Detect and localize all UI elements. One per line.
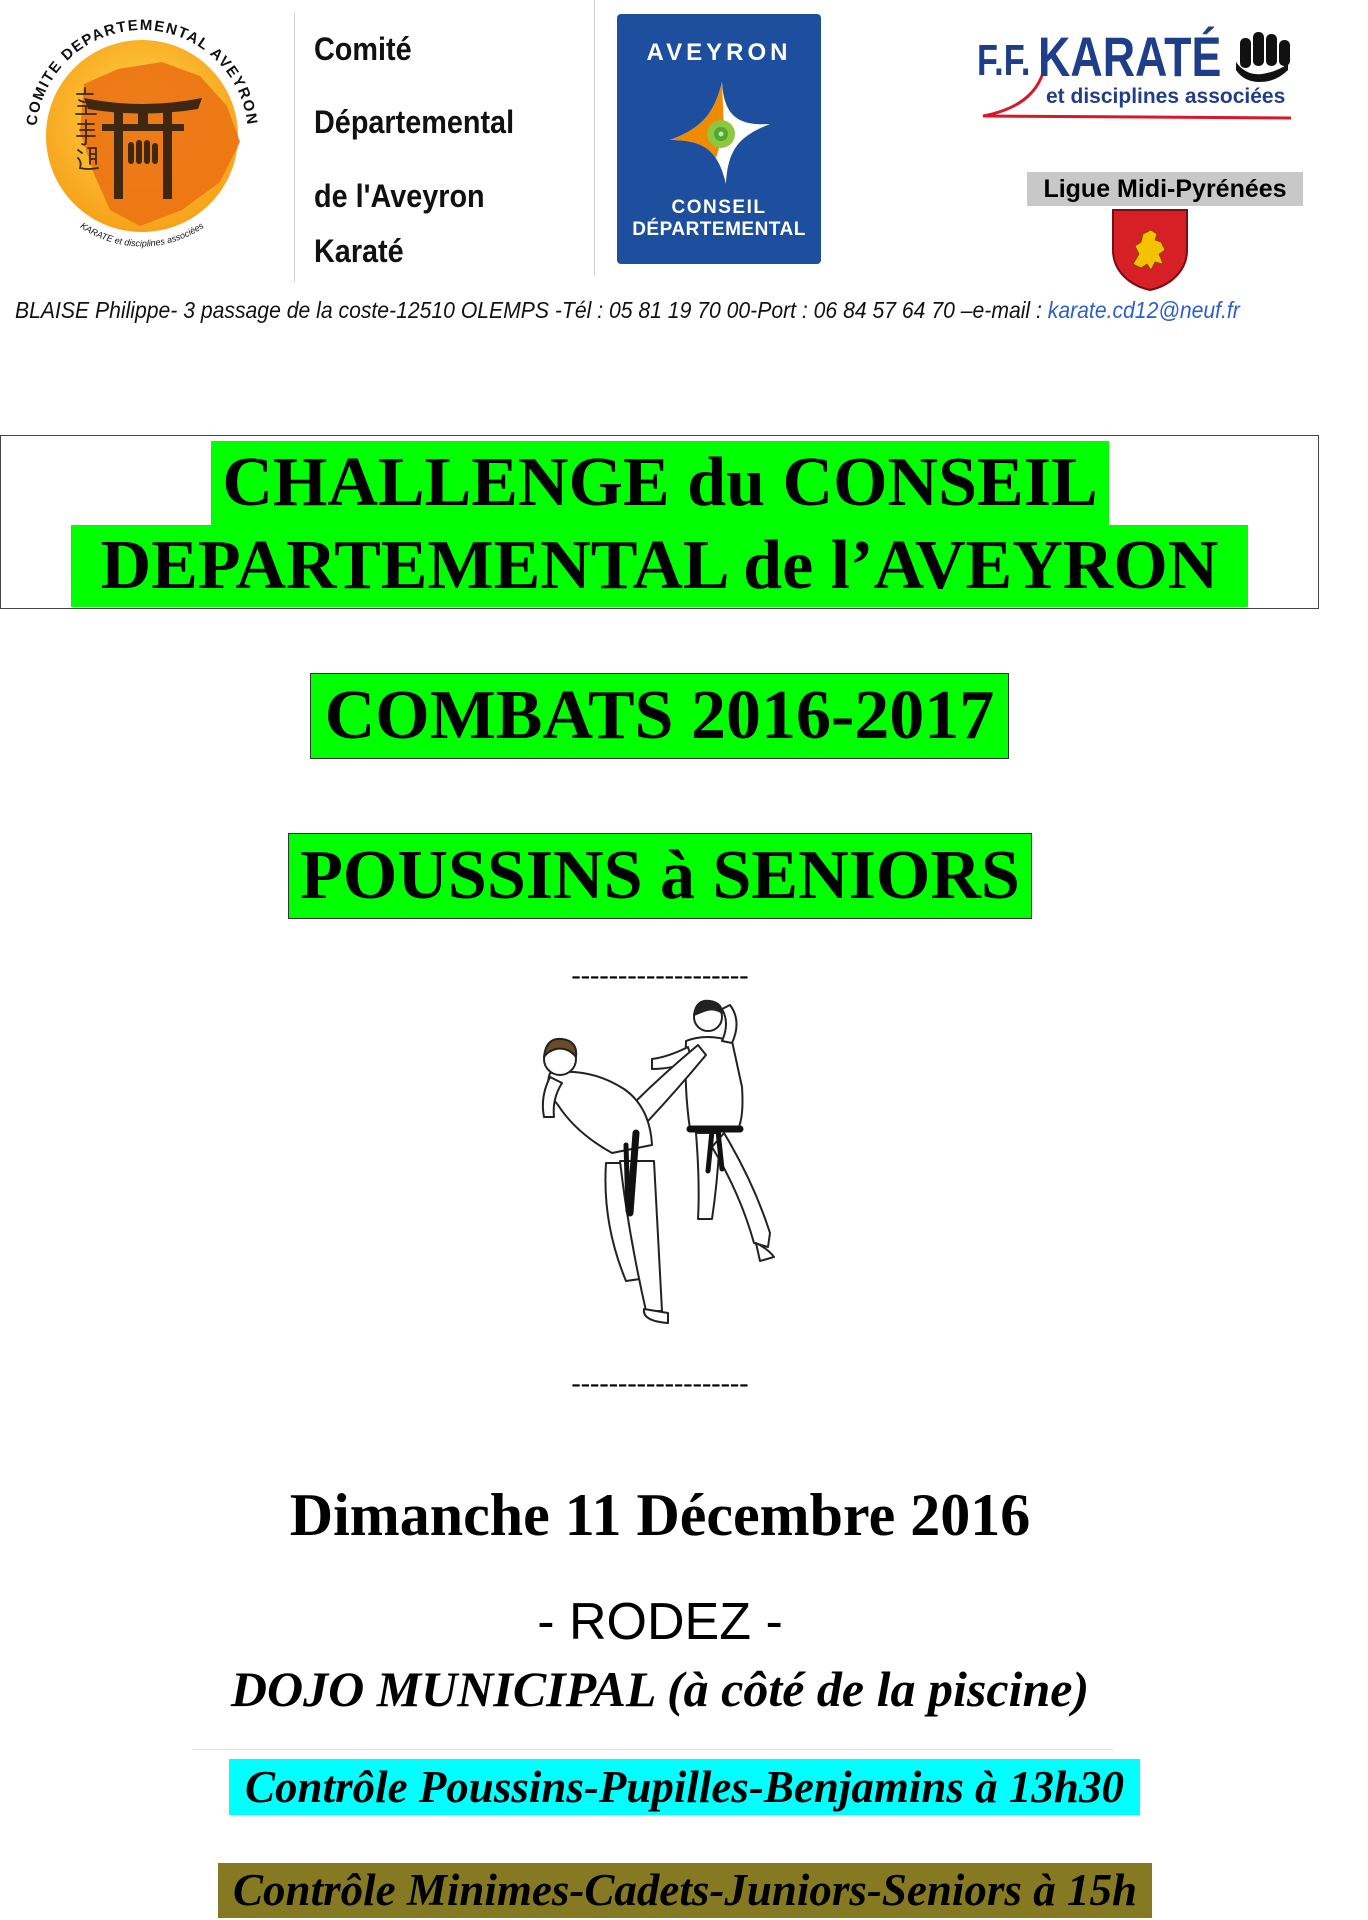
contact-text: BLAISE Philippe- 3 passage de la coste-12510 OLEMPS -Tél : 05 81 19 70 00-Port : 06 84 57 64 70 –e-mail : bbox=[15, 297, 1048, 323]
committee-name-line4: Karaté bbox=[314, 233, 404, 269]
aveyron-logo-sub1: CONSEIL bbox=[671, 197, 767, 218]
discipline-banner: COMBATS 2016-2017 bbox=[310, 673, 1009, 759]
fist-icon bbox=[1232, 28, 1296, 84]
categories-banner: POUSSINS à SENIORS bbox=[288, 833, 1032, 919]
title-line2: DEPARTEMENTAL de l’AVEYRON bbox=[71, 525, 1248, 607]
left-fighter bbox=[543, 1039, 706, 1323]
event-date: Dimanche 11 Décembre 2016 bbox=[289, 1482, 1031, 1548]
ffk-logo-name: KARATÉ bbox=[1038, 25, 1222, 88]
separator-bottom: ------------------- bbox=[571, 1368, 749, 1399]
details-divider bbox=[192, 1749, 1113, 1750]
contact-email-link[interactable]: karate.cd12@neuf.fr bbox=[1047, 297, 1240, 323]
aveyron-logo-title: AVEYRON bbox=[646, 39, 792, 66]
coat-of-arms-icon bbox=[1109, 206, 1191, 292]
ffk-logo-abbrev: F.F. bbox=[977, 36, 1031, 85]
committee-logo bbox=[22, 14, 262, 254]
title-line1: CHALLENGE du CONSEIL bbox=[211, 441, 1109, 525]
contact-line bbox=[15, 296, 1240, 324]
header-divider bbox=[294, 12, 295, 282]
aveyron-logo-sub2: DÉPARTEMENTAL bbox=[632, 219, 806, 240]
committee-name-line3: de l'Aveyron bbox=[314, 178, 485, 214]
logo-ring-bottom: KARATE et disciplines associées bbox=[78, 220, 206, 249]
checkin-schedule-2: Contrôle Minimes-Cadets-Juniors-Seniors à 15h bbox=[218, 1863, 1152, 1918]
event-city: - RODEZ - bbox=[537, 1593, 783, 1651]
checkin-schedule-1: Contrôle Poussins-Pupilles-Benjamins à 13h30 bbox=[229, 1759, 1140, 1815]
separator-top: ------------------- bbox=[571, 960, 749, 991]
committee-name-line1: Comité bbox=[314, 31, 412, 67]
committee-name-line2: Départemental bbox=[314, 104, 515, 140]
logo-ring-top: COMITE DEPARTEMENTAL AVEYRON bbox=[23, 16, 261, 127]
star-emblem-icon bbox=[664, 78, 774, 188]
event-venue: DOJO MUNICIPAL (à côté de la piscine) bbox=[230, 1661, 1090, 1717]
ffk-logo-tagline: et disciplines associées bbox=[1046, 85, 1286, 108]
aveyron-council-logo bbox=[617, 14, 821, 264]
header-divider bbox=[594, 0, 595, 276]
karate-fighters-illustration bbox=[536, 993, 786, 1330]
league-label: Ligue Midi-Pyrénées bbox=[1027, 172, 1303, 206]
